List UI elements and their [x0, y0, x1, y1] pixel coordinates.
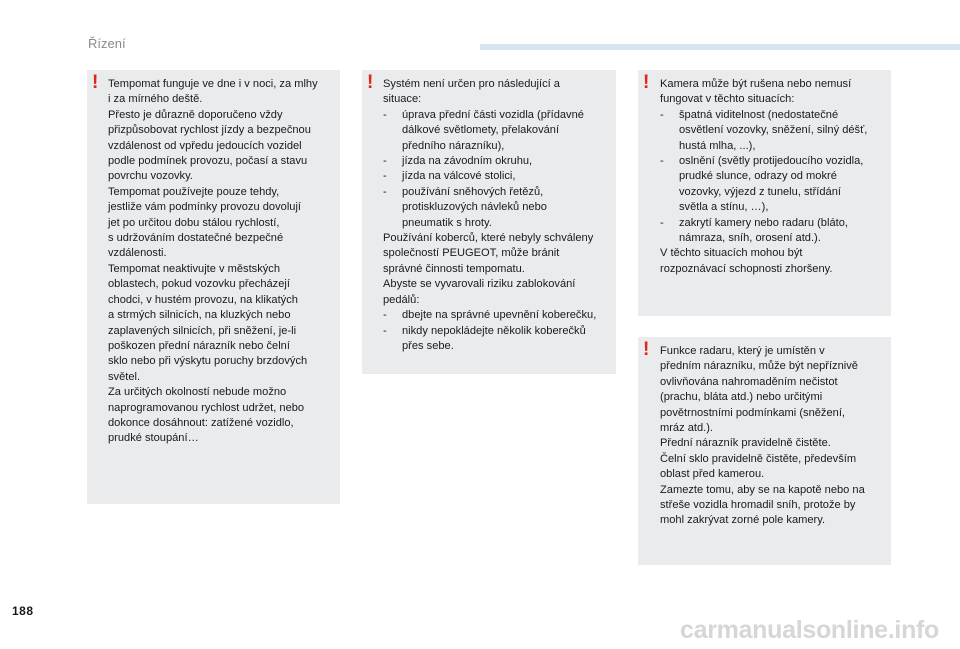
list-item — [383, 185, 615, 231]
text-line: jestliže vám podmínky provozu dovolují — [108, 201, 301, 214]
warning-text — [660, 77, 890, 277]
text-line: jízda na válcové stolici, — [402, 170, 516, 183]
list-item-text — [402, 169, 515, 184]
warning-text — [383, 77, 615, 354]
warning-box-cruise-control — [87, 70, 340, 504]
warning-icon: ! — [92, 72, 99, 93]
text-line: osvětlení vozovky, sněžení, silný déšť, — [679, 124, 868, 137]
text-line: dálkové světlomety, přelakování — [402, 124, 560, 137]
warning-box-camera — [638, 70, 891, 316]
text-line: pneumatik s hroty. — [402, 216, 492, 229]
chapter-title: Řízení — [88, 36, 126, 51]
text-line: povětrnostními podmínkami (sněžení, — [660, 406, 845, 419]
text-line: sklo nebo při výskytu poruchy brzdových — [108, 355, 308, 368]
text-line: vzdálenosti. — [108, 247, 167, 260]
text-line: Tempomat používejte pouze tehdy, — [108, 185, 280, 198]
list-dash: - — [383, 309, 387, 322]
text-line: nikdy nepokládejte několik koberečků — [402, 324, 586, 337]
text-line: oblastech, pokud vozovku přecházejí — [108, 278, 290, 291]
text-line: střeše vozidla hromadil sníh, protože by — [660, 499, 856, 512]
text-line: fungovat v těchto situacích: — [660, 93, 795, 106]
text-line: chodci, v hustém provozu, na klikatých — [108, 293, 298, 306]
list-item — [660, 154, 890, 216]
text-line: situace: — [383, 93, 422, 106]
list-item — [660, 108, 890, 154]
text-line: protiskluzových návleků nebo — [402, 201, 547, 214]
text-line: rozpoznávací schopnosti zhoršeny. — [660, 262, 833, 275]
list-item — [383, 108, 615, 154]
text-line: přizpůsobovat rychlost jízdy a bezpečnou — [108, 124, 311, 137]
text-line: naprogramovanou rychlost udržet, nebo — [108, 401, 305, 414]
text-line: V těchto situacích mohou být — [660, 247, 803, 260]
text-line: Zamezte tomu, aby se na kapotě nebo na — [660, 483, 865, 496]
text-line: zaplavených silnicích, při sněžení, je-li — [108, 324, 297, 337]
text-line: Abyste se vyvarovali riziku zablokování — [383, 278, 576, 291]
text-line: Systém není určen pro následující a — [383, 78, 560, 90]
text-line: oblast před kamerou. — [660, 468, 765, 481]
warning-box-system-limits — [362, 70, 616, 374]
text-line: jet po určitou dobu stálou rychlostí, — [108, 216, 280, 229]
text-line: Tempomat funguje ve dne i v noci, za mlhy — [108, 78, 318, 90]
text-line: hustá mlha, ...), — [679, 139, 756, 152]
list-dash: - — [383, 324, 387, 337]
header-bar — [480, 44, 960, 50]
text-line: s udržováním dostatečné bezpečné — [108, 232, 284, 245]
warning-icon: ! — [643, 339, 650, 360]
text-line: předním nárazníku, může být nepříznivě — [660, 360, 858, 373]
list-dash: - — [383, 185, 387, 198]
text-line: světla a stínu, …), — [679, 201, 769, 214]
warning-icon: ! — [643, 72, 650, 93]
text-line: Přesto je důrazně doporučeno vždy — [108, 108, 283, 121]
text-line: dokonce dosáhnout: zatížené vozidlo, — [108, 416, 294, 429]
list-dash: - — [660, 108, 664, 121]
text-line: úprava přední části vozidla (přídavné — [402, 108, 584, 121]
list-item — [383, 169, 615, 184]
list-item-text — [679, 154, 863, 216]
list-dash: - — [660, 216, 664, 229]
text-line: vozovky, výjezd z tunelu, střídání — [679, 185, 841, 198]
text-line: společností PEUGEOT, může bránit — [383, 247, 560, 260]
list-item — [383, 308, 615, 323]
text-line: vzdálenost od vpředu jedoucích vozidel — [108, 139, 302, 152]
text-line: přes sebe. — [402, 339, 454, 352]
text-line: používání sněhových řetězů, — [402, 185, 544, 198]
text-line: a strmých silnicích, na kluzkých nebo — [108, 309, 291, 322]
list-item-text — [402, 154, 532, 169]
text-line: zakrytí kamery nebo radaru (bláto, — [679, 216, 848, 229]
list-item — [660, 216, 890, 247]
warning-text — [108, 77, 338, 447]
text-line: mohl zakrývat zorné pole kamery. — [660, 514, 826, 527]
text-line: Přední nárazník pravidelně čistěte. — [660, 437, 831, 450]
page-number: 188 — [12, 604, 34, 618]
warning-icon: ! — [367, 72, 374, 93]
list-dash: - — [383, 108, 387, 121]
list-item-text — [402, 108, 584, 154]
text-line: jízda na závodním okruhu, — [402, 155, 533, 168]
list-item — [383, 324, 615, 355]
warning-box-radar — [638, 337, 891, 565]
text-line: Čelní sklo pravidelně čistěte, především — [660, 452, 857, 465]
list-item-text — [679, 216, 848, 247]
text-line: mráz atd.). — [660, 422, 714, 435]
list-item-text — [679, 108, 867, 154]
watermark: carmanualsonline.info — [680, 616, 940, 644]
text-line: Používání koberců, které nebyly schváleny — [383, 232, 594, 245]
list-item — [383, 154, 615, 169]
text-line: i za mírného deště. — [108, 93, 203, 106]
list-dash: - — [383, 170, 387, 183]
text-line: poškozen přední nárazník nebo čelní — [108, 339, 290, 352]
text-line: pedálů: — [383, 293, 420, 306]
text-line: Tempomat neaktivujte v městských — [108, 262, 281, 275]
text-line: oslnění (světly protijedoucího vozidla, — [679, 155, 864, 168]
text-line: Za určitých okolností nebude možno — [108, 386, 287, 399]
text-line: Funkce radaru, který je umístěn v — [660, 345, 825, 357]
text-line: podle podmínek provozu, počasí a stavu — [108, 155, 308, 168]
text-line: Kamera může být rušena nebo nemusí — [660, 78, 852, 90]
list-item-text — [402, 185, 547, 231]
list-item-text — [402, 324, 586, 355]
text-line: námraza, sníh, orosení atd.). — [679, 232, 821, 245]
text-line: ovlivňována nahromaděním nečistot — [660, 375, 838, 388]
text-line: prudké stoupání… — [108, 432, 199, 445]
list-dash: - — [383, 155, 387, 168]
text-line: prudké slunce, odrazy od mokré — [679, 170, 837, 183]
warning-text — [660, 344, 890, 529]
list-dash: - — [660, 155, 664, 168]
text-line: dbejte na správné upevnění koberečku, — [402, 309, 597, 322]
text-line: správné činnosti tempomatu. — [383, 262, 525, 275]
text-line: světel. — [108, 370, 141, 383]
text-line: špatná viditelnost (nedostatečné — [679, 108, 839, 121]
list-item-text — [402, 308, 596, 323]
text-line: (prachu, bláta atd.) nebo určitými — [660, 391, 823, 404]
text-line: povrchu vozovky. — [108, 170, 193, 183]
text-line: předního nárazníku), — [402, 139, 505, 152]
